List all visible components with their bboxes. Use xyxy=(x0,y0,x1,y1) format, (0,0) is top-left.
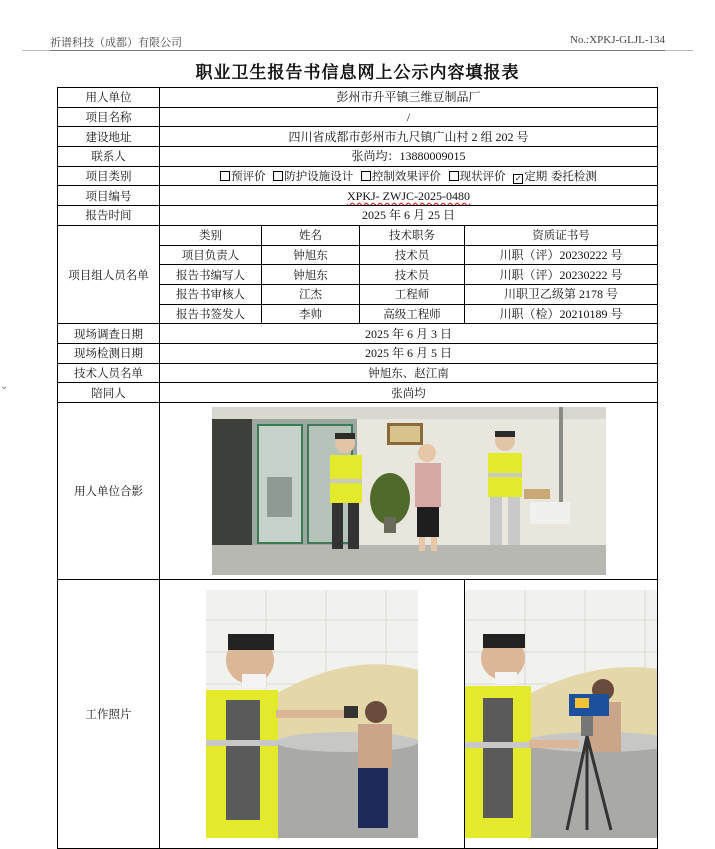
testing-date-value: 2025 年 6 月 5 日 xyxy=(160,343,658,363)
contact-label: 联系人 xyxy=(58,147,160,167)
checkbox-checked-icon[interactable]: ✓ xyxy=(514,173,522,183)
group-photo-label: 用人单位合影 xyxy=(58,403,160,580)
member-cert: 川职卫乙级第 2178 号 xyxy=(465,284,658,304)
escort-label: 陪同人 xyxy=(58,383,160,403)
member-title: 技术员 xyxy=(360,245,465,265)
contact-value: 张尚均：13880009015 xyxy=(160,147,658,167)
checkbox-icon[interactable] xyxy=(220,171,230,181)
member-role: 报告书签发人 xyxy=(160,304,262,324)
member-name: 江杰 xyxy=(262,284,360,304)
address-label: 建设地址 xyxy=(58,127,160,147)
table-row xyxy=(58,147,658,167)
table-row xyxy=(58,127,658,147)
table-row xyxy=(58,225,658,245)
checkbox-icon[interactable] xyxy=(361,171,371,181)
table-row xyxy=(58,580,658,849)
page-title: 职业卫生报告书信息网上公示内容填报表 xyxy=(195,63,520,83)
survey-date-value: 2025 年 6 月 3 日 xyxy=(160,324,658,344)
option-protective-design[interactable]: 防护设施设计 xyxy=(273,169,353,183)
team-header-name: 姓名 xyxy=(262,225,360,245)
table-row xyxy=(58,107,658,127)
table-row xyxy=(58,324,658,344)
survey-date-label: 现场调查日期 xyxy=(58,324,160,344)
header-company: 祈谱科技（成都）有限公司 xyxy=(50,36,182,49)
table-row xyxy=(58,166,658,186)
work-photo-image-2 xyxy=(465,590,658,838)
option-control-evaluation[interactable]: 控制效果评价 xyxy=(361,169,441,183)
checkbox-icon[interactable] xyxy=(273,171,283,181)
table-row xyxy=(58,186,658,206)
disclosure-form-table xyxy=(57,87,658,849)
member-role: 报告书编写人 xyxy=(160,265,262,285)
team-header-cert: 资质证书号 xyxy=(465,225,658,245)
option-status-evaluation[interactable]: 现状评价 xyxy=(449,169,506,183)
project-name-value: / xyxy=(160,107,658,127)
project-type-label: 项目类别 xyxy=(58,166,160,186)
option-periodic-testing[interactable]: ✓ 定期 委托检测 xyxy=(514,168,597,183)
report-time-label: 报告时间 xyxy=(58,206,160,226)
project-no-label: 项目编号 xyxy=(58,186,160,206)
member-name: 李帅 xyxy=(262,304,360,324)
header-doc-number: No.:XPKJ-GLJL-134 xyxy=(569,34,665,46)
group-photo-image xyxy=(212,407,606,575)
member-name: 钟旭东 xyxy=(262,265,360,285)
table-row xyxy=(58,343,658,363)
technicians-label: 技术人员名单 xyxy=(58,363,160,383)
table-row xyxy=(58,88,658,108)
checkbox-icon[interactable] xyxy=(449,171,459,181)
expand-chevron-icon[interactable]: ⌄ xyxy=(0,381,9,392)
work-photo-cell-2 xyxy=(465,580,658,849)
header-rule xyxy=(50,50,665,51)
work-photo-cell-1 xyxy=(160,580,465,849)
team-header-title: 技术职务 xyxy=(360,225,465,245)
work-photo-image-1 xyxy=(206,590,418,838)
member-title: 工程师 xyxy=(360,284,465,304)
work-photos-label: 工作照片 xyxy=(58,580,160,849)
team-header-role: 类别 xyxy=(160,225,262,245)
member-name: 钟旭东 xyxy=(262,245,360,265)
member-cert: 川职（检）20210189 号 xyxy=(465,304,658,324)
team-label: 项目组人员名单 xyxy=(58,225,160,323)
group-photo-cell xyxy=(160,403,658,580)
option-pre-evaluation[interactable]: 预评价 xyxy=(220,169,266,183)
member-role: 项目负责人 xyxy=(160,245,262,265)
table-row xyxy=(58,383,658,403)
escort-value: 张尚均 xyxy=(160,383,658,403)
employer-value: 彭州市升平镇三维豆制品厂 xyxy=(160,88,658,108)
member-cert: 川职（评）20230222 号 xyxy=(465,245,658,265)
project-no-value: XPKJ- ZWJC-2025-0480 xyxy=(347,188,470,203)
project-type-options xyxy=(160,166,658,186)
table-row xyxy=(58,403,658,580)
employer-label: 用人单位 xyxy=(58,88,160,108)
technicians-value: 钟旭东、赵江南 xyxy=(160,363,658,383)
project-name-label: 项目名称 xyxy=(58,107,160,127)
member-role: 报告书审核人 xyxy=(160,284,262,304)
member-cert: 川职（评）20230222 号 xyxy=(465,265,658,285)
header-right-margin-line xyxy=(665,50,693,51)
member-title: 技术员 xyxy=(360,265,465,285)
header-left-margin-line xyxy=(22,50,50,51)
table-row xyxy=(58,206,658,226)
testing-date-label: 现场检测日期 xyxy=(58,343,160,363)
report-time-value: 2025 年 6 月 25 日 xyxy=(160,206,658,226)
address-value: 四川省成都市彭州市九尺镇广山村 2 组 202 号 xyxy=(160,127,658,147)
table-row xyxy=(58,363,658,383)
member-title: 高级工程师 xyxy=(360,304,465,324)
